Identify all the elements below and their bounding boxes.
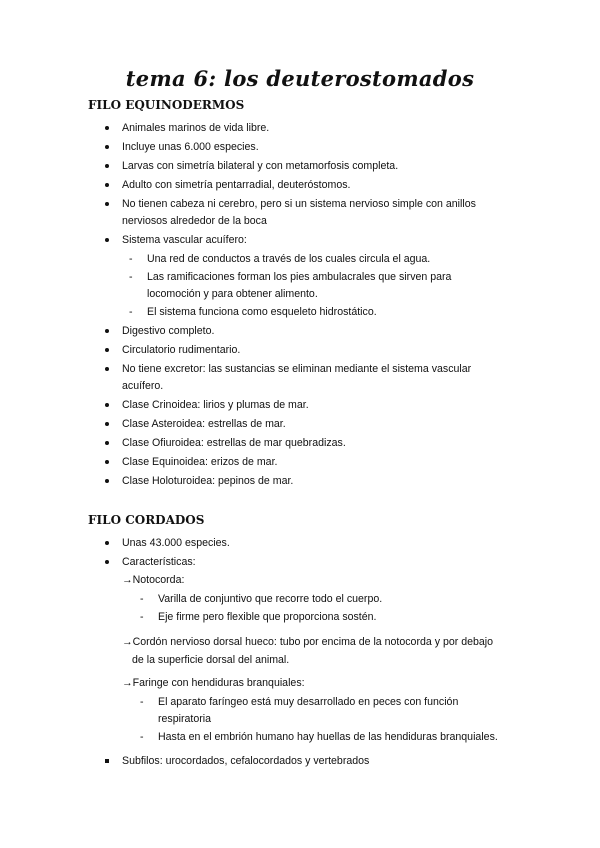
list-item: Clase Equinoidea: erizos de mar. [122,454,277,471]
list-item: No tienen cabeza ni cerebro, pero si un sistema nervioso simple con anillos [122,196,476,213]
list-item: Digestivo completo. [122,323,214,340]
arrow-item-continuation: de la superficie dorsal del animal. [132,654,290,666]
list-item: Subfilos: urocordados, cefalocordados y vertebrados [122,753,369,770]
list-item: Clase Crinoidea: lirios y plumas de mar. [122,397,309,414]
list-item: Clase Asteroidea: estrellas de mar. [122,416,286,433]
list-item: Unas 43.000 especies. [122,535,230,552]
sub-list-item: - El aparato faríngeo está muy desarrollado en peces con función [158,694,458,711]
list-item-continuation: acuífero. [122,380,164,392]
sub-list-item: - Las ramificaciones forman los pies ambulacrales que sirven para [147,269,451,286]
list-item: Animales marinos de vida libre. [122,120,269,137]
list-item: No tiene excretor: las sustancias se eliminan mediante el sistema vascular [122,361,471,378]
sub-list-item: - Una red de conductos a través de los cuales circula el agua. [147,251,430,268]
list-item: Larvas con simetría bilateral y con metamorfosis completa. [122,158,398,175]
sub-list-item-continuation: locomoción y para obtener alimento. [147,288,318,300]
arrow-item-label: Cordón nervioso dorsal hueco: tubo por encima de la notocorda y por debajo [132,636,494,648]
arrow-item [122,675,305,692]
page-title: tema 6: los deuterostomados [125,66,475,91]
list-item: Clase Holoturoidea: pepinos de mar. [122,473,293,490]
sub-list-item-continuation: respiratoria [158,713,211,725]
sub-list-item: - Eje firme pero flexible que proporciona sostén. [158,609,376,626]
sub-list-item: - Hasta en el embrión humano hay huellas de las hendiduras branquiales. [158,729,498,746]
list-item-continuation: nerviosos alrededor de la boca [122,215,267,227]
arrow-item [122,634,493,651]
section-heading-equinodermos: FILO EQUINODERMOS [88,98,245,112]
sub-list-item: - El sistema funciona como esqueleto hidrostático. [147,304,377,321]
arrow-item-label: Faringe con hendiduras branquiales: [132,677,305,689]
list-item: Circulatorio rudimentario. [122,342,240,359]
list-item: Incluye unas 6.000 especies. [122,139,259,156]
arrow-item [122,572,184,589]
arrow-right-icon: → [122,636,133,648]
arrow-right-icon: → [122,574,133,586]
arrow-item-label: Notocorda: [132,574,185,586]
section-heading-cordados: FILO CORDADOS [88,513,205,527]
list-item: Clase Ofiuroidea: estrellas de mar quebradizas. [122,435,346,452]
list-item: Sistema vascular acuífero: [122,232,247,249]
sub-list-item: - Varilla de conjuntivo que recorre todo el cuerpo. [158,591,382,608]
arrow-right-icon: → [122,677,133,689]
list-item: Adulto con simetría pentarradial, deuteróstomos. [122,177,350,194]
list-item: Características: [122,554,196,571]
